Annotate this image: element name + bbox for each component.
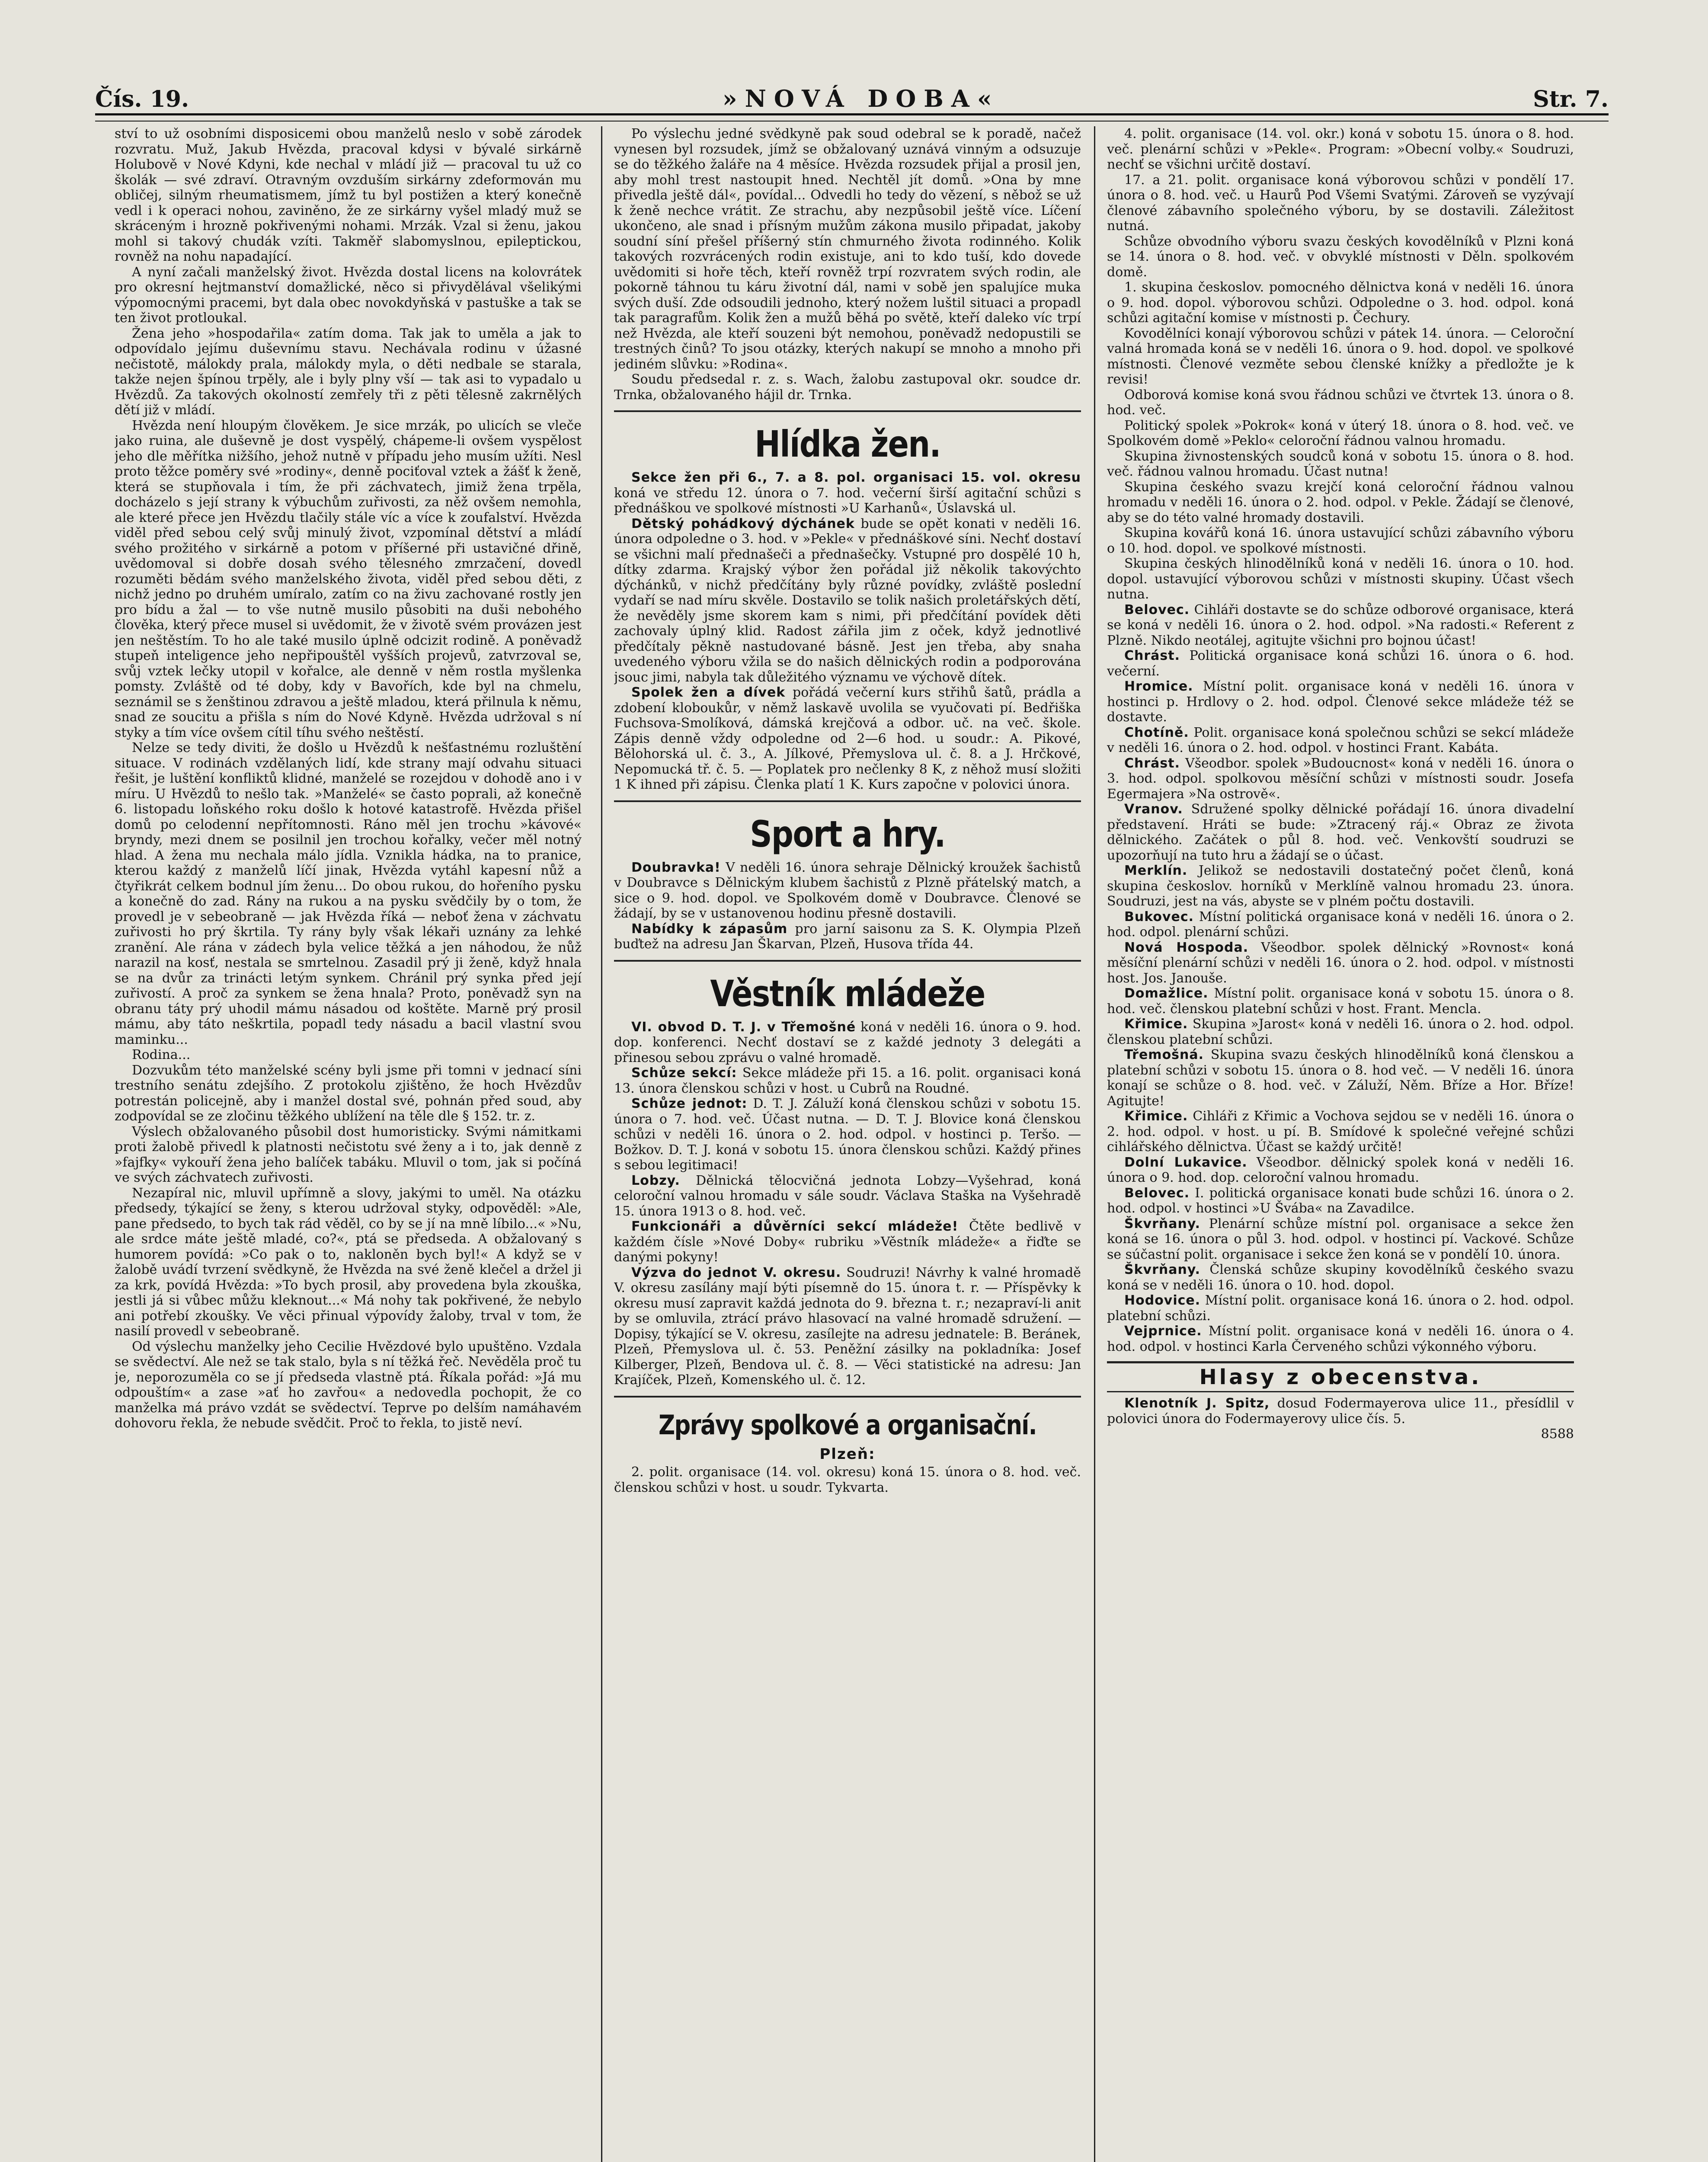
notice-lead: Sekce žen při 6., 7. a 8. pol. organisaci 15. vol. okresu	[631, 470, 1081, 485]
column-divider	[1094, 126, 1095, 2162]
paragraph: Žena jeho »hospodařila« zatím doma. Tak jak to uměla a jak to odpovídalo jejímu duševnímu stavu. Nechávala rodinu v úžasné nečistotě, málokdy prala, málokdy myla, o děti nedbale se starala, takže nejen špínou trpěly, ale i byly plny vší — tak asi to vypadalo u Hvězdů. Za takových okolností zemřely tři z pěti tělesně zakrnělých dětí již v mládí.	[115, 326, 582, 418]
notice-text: Všeodbor. dělnický spolek koná v neděli 16. února o 9. hod. dop. celoroční valnou hromadu.	[1107, 1155, 1574, 1185]
notice-text: Místní polit. organisace koná 16. února o 2. hod. odpol. platební schůzi.	[1107, 1293, 1574, 1324]
advert-code: 8588	[1541, 1426, 1574, 1442]
paragraph: 2. polit. organisace (14. vol. okresu) koná 15. února o 8. hod. več. členskou schůzi v host. u soudr. Tykvarta.	[614, 1465, 1081, 1495]
notice-item	[1107, 326, 1574, 387]
section-rule	[614, 1396, 1081, 1398]
notice-lead: Vranov.	[1124, 802, 1183, 817]
notice-text: Skupina českých hlinodělníků koná v neděli 16. února o 10. hod. dopol. ustavující výborovou schůzi v místnosti skupiny. Účast všech nutna.	[1107, 556, 1574, 602]
column-2	[614, 126, 1081, 2162]
notice-item	[1107, 986, 1574, 1017]
notice-lead: Nabídky k zápasům	[631, 921, 788, 937]
notice-text: Cihláři dostavte se do schůze odborové organisace, která se koná v neděli 16. února o 2. hod. odpol. »Na radosti.« Referent z Plzně. Nikdo neotálej, agitujte všichni pro bojnou účast!	[1107, 602, 1574, 648]
notice-text: koná v neděli 16. února o 9. hod. dop. konferenci. Nechť dostaví se z každé jednoty 3 delegáti a přinesou sebou zprávu o valné hromadě.	[614, 1019, 1081, 1065]
header-rule	[95, 113, 1609, 122]
notice-lead: Bukovec.	[1124, 909, 1194, 924]
section-rule	[614, 800, 1081, 802]
notice-text: Skupina českého svazu krejčí koná celoroční řádnou valnou hromadu v neděli 16. února o 2. hod. odpol. v Pekle. Žádají se členové, aby se do této valné hromady dostavili.	[1107, 479, 1574, 525]
notice-item	[614, 1096, 1081, 1173]
notice-item	[1107, 648, 1574, 679]
column-3	[1107, 126, 1574, 2162]
notice-item	[1107, 1186, 1574, 1216]
notice-text: bude se opět konati v neděli 16. února odpoledne o 3. hod. v »Pekle« v přednáškové síni. Nechť dostaví se všichni malí přednašeči a přednašečky. Vstupné pro dospělé 10 h, dítky zdarma. Krajský výbor žen pořádal již několik takovýchto dýchánků, v nichž předčítány byly různé povídky, zvláště poslední vydaří se nad míru skvěle. Dostavilo se tolik našich proletářských dětí, že nevěděly jsme skorem kam s nimi, při předčítání povídek děti zachovaly úplný klid. Radost zářila jim z oček, když jednotlivé předčítaly pěkně nastudované básně. Jest jen třeba, aby snaha uvedeného výboru vžila se do našich dělnických rodin a podporována jsouc jimi, nabyla tak důležitého významu ve výchově dítek.	[614, 516, 1081, 685]
notice-text: pořádá večerní kurs střihů šatů, prádla a zdobení kloboukůr, v němž laskavě uvolila se vyučovati pí. Bedřiška Fuchsova-Smolíková, dámská krejčová a odbor. uč. na več. škole. Zápis denně vždy odpoledne od 2—6 hod. u soudr.: A. Pikové, Bělohorská ul. č. 3., A. Jílkové, Přemyslova ul. č. 8. a J. Hrčkové, Nepomucká tř. č. 5. — Poplatek pro nečlenky 8 K, z něhož musí složiti 1 K ihned při zápisu. Členka platí 1 K. Kurs započne v polovici února.	[614, 685, 1081, 792]
notice-text: Všeodbor. spolek »Budoucnost« koná v neděli 16. února o 3. hod. odpol. spolkovou měsíční schůzi v místnosti soudr. Josefa Egermajera »Na ostrově«.	[1107, 755, 1574, 802]
notice-lead: VI. obvod D. T. J. v Třemošné	[631, 1019, 856, 1035]
notice-lead: Křimice.	[1124, 1109, 1188, 1124]
notice-item	[614, 470, 1081, 516]
paragraph: Hvězda není hloupým člověkem. Je sice mrzák, po ulicích se vleče jako ruina, ale duševně je dost vyspělý, chápeme-li ovšem vyspělost jeho dle měřítka nižšího, jehož nutně v případu jeho musím užíti. Nesl proto těžce poměry své »rodiny«, denně pociťoval vztek a žášť k ženě, která se stupňovala i tím, že při záchvatech, jimiž žena trpěla, docházelo s její strany k výbuchům zuřivosti, za něž ovšem nemohla, ale které přece jen Hvězdu tlačily stále víc a více k zoufalství. Hvězda viděl před sebou celý svůj minulý život, vzpomínal dětství a mládí svého prožitého v sirkárně a potom v příšerné při ustavičné dřině, uvědomoval si dobře dosah svého tělesného zmrzačení, dovedl rozuměti bědám svého manželského života, viděl před sebou děti, z nichž jedno po druhém umíralo, zatím co na živu zachované rostly jen pro bídu a žal — to vše nutně musilo působiti na duši nebohého člověka, který přece musel si uvědomit, že v životě svém provázen jest jen neštěstím. To ho ale také musilo úplně odcizit rodině. A poněvadž stupeň inteligence jeho nepřipouštěl vyšších projevů, zatvrzoval se, svůj vztek lečky utopil v kořalce, ale denně v něm rostla myšlenka pomsty. Zvláště od té doby, kdy v Bavořích, kde byl na chmelu, seznámil se s ženštinou zdravou a ještě mladou, která přilnula k němu, snad ze soucitu a přišla s ním do Nové Kdyně. Hvězda udržoval s ní styky a tím více ovšem cítil tíhu svého neštěstí.	[115, 418, 582, 740]
notice-lead: Chotíně.	[1124, 725, 1189, 740]
notice-lead: Hromice.	[1124, 679, 1193, 694]
notice-lead: Dětský pohádkový dýchánek	[631, 516, 855, 531]
notice-text: Sdružené spolky dělnické pořádají 16. února divadelní představení. Hráti se bude: »Ztracený ráj.« Obraz ze života dělnického. Začátek o půl 8. hod. več. Venkovští soudruzi se upozorňují na tuto hru a žádají se o účast.	[1107, 802, 1574, 863]
notice-item	[614, 921, 1081, 952]
vestnik-list	[614, 1020, 1081, 1388]
notice-lead: Merklín.	[1124, 863, 1188, 878]
notice-item	[1107, 909, 1574, 940]
notice-text: V neděli 16. února sehraje Dělnický kroužek šachistů v Doubravce s Dělnickým klubem šachistů z Plzně přátelský match, a sice o 9. hod. dopol. ve Spolkovém domě v Doubravce. Členové se žádají, by se v ustanovenou hodinu přesně dostavili.	[614, 860, 1081, 921]
notice-text: Dělnická tělocvičná jednota Lobzy—Vyšehrad, koná celoroční valnou hromadu v sále soudr. Václava Staška na Vyšehradě 15. února 1913 o 8. hod. več.	[614, 1173, 1081, 1219]
hlidka-zen-list	[614, 470, 1081, 793]
notice-item	[1107, 556, 1574, 602]
notice-item	[1107, 387, 1574, 418]
issue-number: Čís. 19.	[95, 86, 189, 112]
notice-text: Odborová komise koná svou řádnou schůzi ve čtvrtek 13. února o 8. hod. več.	[1107, 387, 1574, 418]
notice-item	[1107, 234, 1574, 280]
notice-text: Politická organisace koná schůzi 16. února o 6. hod. večerní.	[1107, 648, 1574, 679]
section-title-zpravy: Zprávy spolkové a organisační.	[659, 1409, 1036, 1441]
notice-item	[614, 685, 1081, 793]
notice-item	[614, 1020, 1081, 1066]
notice-text: Sekce mládeže při 15. a 16. polit. organisaci koná 13. února členskou schůzi v host. u Cubrů na Roudné.	[614, 1065, 1081, 1096]
notice-text: Cihláři z Křimic a Vochova sejdou se v neděli 16. února o 2. hod. odpol. v host. u pí. B. Smídové k společné veřejné schůzi cihlářského dělnictva. Účast se každý určitě!	[1107, 1109, 1574, 1155]
paragraph: Po výslechu jedné svědkyně pak soud odebral se k poradě, načež vynesen byl rozsudek, jímž se obžalovaný uznává vinným a odsuzuje se do těžkého žaláře na 4 měsíce. Hvězda rozsudek přijal a prosil jen, aby mohl trest nastoupit hned. Nechtěl jít domů. »Ona by mne přivedla ještě dál«, povídal... Odvedli ho tedy do vězení, s něbož se už k ženě nechce vrátit. Ze strachu, aby nezpůsobil ještě více. Líčení ukončeno, ale snad i přísným mužům zákona musilo připadat, jakoby soudní síní přešel příšerný stín chmurného života rodinného. Kolik takových rozvrácených rodin existuje, ani to kdo tuší, kdo dovede uvědomiti si hoře těch, kteří rovněž trpí rozvratem svých rodin, ale pokorně táhnou tu káru životní dál, nami v sobě jen spalujíce muka svých duší. Zde odsoudili jednoho, který nožem luštil situaci a propadl tak paragrafům. Kolik žen a mužů běhá po světě, kteří daleko víc trpí než Hvězda, ale kteří souzeni být nemohou, poněvadž nedopustili se trestných činů? To jsou otázky, kterých nakupí se mnoho a mnoho při jediném slůvku: »Rodina«.	[614, 126, 1081, 372]
notice-text: Místní polit. organisace koná v neděli 16. února v hostinci p. Hrdlovy o 2. hod. odpol. Členové sekce mládeže též se dostavte.	[1107, 679, 1574, 725]
notice-item	[1107, 1324, 1574, 1354]
notice-lead: Výzva do jednot V. okresu.	[631, 1265, 841, 1280]
paragraph: ství to už osobními disposicemi obou manželů neslo v sobě zárodek rozvratu. Muž, Jakub Hvězda, pracoval kdysi v bývalé sirkárně Holubově v Nové Kdyni, kde nechal v mládí již — pracoval tu už co školák — své zdraví. Otravným ovzduším sirkárny zdeformován mu obličej, silným rheumatismem, jímž tu byl postižen a který konečně vedl i k operaci nohou, zaviněno, že ze sirkárny vyšel mladý muž se skráceným i hrozně pokřivenými nohami. Mrzák. Vzal si ženu, jakou mohl si takový chudák vzíti. Takměř slabomyslnou, epileptickou, rovněž na nohu napadající.	[115, 126, 582, 264]
notice-text: Všeodbor. spolek dělnický »Rovnost« koná měsíční plenární schůzi v neděli 16. února o 2. hod. odpol. v místnosti host. Jos. Janouše.	[1107, 940, 1574, 986]
notice-text: 4. polit. organisace (14. vol. okr.) koná v sobotu 15. února o 8. hod. več. plenární schůzi v »Pekle«. Program: »Obecní volby.« Soudruzi, nechť se všichni určitě dostaví.	[1107, 126, 1574, 172]
section-title-sport: Sport a hry.	[750, 812, 945, 855]
notice-lead: Belovec.	[1124, 602, 1190, 617]
notice-lead: Vejprnice.	[1124, 1324, 1202, 1339]
notice-text: Skupina živnostenských soudců koná v sobotu 15. února o 8. hod. več. řádnou valnou hromadu. Účast nutna!	[1107, 448, 1574, 479]
notice-lead: Chrást.	[1124, 755, 1180, 771]
notice-text: Politický spolek »Pokrok« koná v úterý 18. února o 8. hod. več. ve Spolkovém domě »Peklo« celoroční řádnou valnou hromadu.	[1107, 418, 1574, 448]
notice-text: koná ve středu 12. února o 7. hod. večerní širší agitační schůzi s přednáškou ve spolkové místnosti »U Karhanů«, Úslavská ul.	[614, 485, 1081, 516]
notice-lead: Hodovice.	[1124, 1293, 1201, 1308]
notice-text: Skupina svazu českých hlinodělníků koná členskou a platební schůzi v sobotu 15. února o 8. hod več. — V neděli 16. února konají se schůze o 8. hod. več. v Záluží, Něm. Bříze a Hor. Bříze! Agitujte!	[1107, 1047, 1574, 1109]
notice-item	[1107, 756, 1574, 802]
notice-text: Schůze obvodního výboru svazu českých kovodělníků v Plzni koná se 14. února o 8. hod. več. v obvyklé místnosti v Děln. spolkovém domě.	[1107, 233, 1574, 280]
paragraph: Dozvukům této manželské scény byli jsme při tomni v jednací síni trestního senátu zdejšího. Z protokolu zjištěno, že hoch Hvězdův potrestán policejně, aby i manžel dostal své, pohnán před soud, aby zodpovídal se ze zločinu těžkého ublížení na těle dle § 152. tr. z.	[115, 1062, 582, 1124]
paragraph: Soudu předsedal r. z. s. Wach, žalobu zastupoval okr. soudce dr. Trnka, obžalovaného hájil dr. Trnka.	[614, 372, 1081, 403]
newspaper-title: »NOVÁ DOBA«	[722, 85, 1000, 112]
notice-lead: Doubravka!	[631, 860, 721, 875]
notice-text: I. politická organisace konati bude schůzi 16. února o 2. hod. odpol. v hostinci »U Švába« na Zavadilce.	[1107, 1185, 1574, 1216]
notice-lead: Třemošná.	[1124, 1047, 1204, 1062]
notice-item	[614, 1219, 1081, 1265]
notice-item	[614, 516, 1081, 685]
notice-item	[1107, 1017, 1574, 1047]
notice-lead: Belovec.	[1124, 1185, 1190, 1201]
column-1	[115, 126, 582, 2162]
paragraph: Výslech obžalovaného působil dost humoristicky. Svými námitkami proti žalobě přivedl k platnosti nečistotu své ženy a i to, jak denně z »fajfky« vykouří žena jeho balíček tabáku. Mluvil o tom, jak si počíná ve svých záchvatech zuřivosti.	[115, 1124, 582, 1185]
paragraph: Od výslechu manželky jeho Cecilie Hvězdové bylo upuštěno. Vzdala se svědectví. Ale než se tak stalo, byla s ní těžká řeč. Nevěděla proč tu je, neporozuměla co se jí předseda vlastně ptá. Říkala pořád: »Já mu odpouštím« a zase »ať ho zavřou« a nedovedla pochopit, že co manželka má právo vzdát se svědectví. Teprve po delším namáhavém dohovoru řekla, že nebude svědčit. Proč to řekla, to jistě neví.	[115, 1339, 582, 1431]
page-header	[95, 65, 1609, 112]
notice-text: Čtěte bedlivě v každém čísle »Nové Doby« rubriku »Věstník mládeže« a řiďte se danými pokyny!	[614, 1219, 1081, 1265]
subsection-plzen: Plzeň:	[819, 1445, 876, 1463]
section-rule	[614, 960, 1081, 962]
section-rule	[614, 410, 1081, 412]
paragraph: Nezapíral nic, mluvil upřímně a slovy, jakými to uměl. Na otázku předsedy, týkající se ženy, s kterou udržoval styky, odpověděl: »Ale, pane předsedo, to bych tak rád věděl, co by se jí na mně líbilo...« »Nu, ale srdce máte ještě mladé, co?«, ptá se předseda. A obžalovaný s humorem povídá: »Co pak o to, nakloněn bych byl!« A když se v žalobě uvádí tvrzení svědkyně, že Hvězda na své ženě klečel a držel ji za krk, povídá Hvězda: »To bych prosil, aby provedena byla zkouška, jestli já si vůbec můžu kleknout...« Má nohy tak pokřivené, že nebylo ani potřebí zkoušky. Ve věci přinual výpovídy žaloby, trval v tom, že nasilí provedl v sebeobraně.	[115, 1185, 582, 1339]
notice-text: Jelikož se nedostavili dostatečný počet členů, koná skupina českoslov. horníků v Merklíně valnou hromadu 23. února. Soudruzi, jest na vás, abyste se v plném počtu dostavili.	[1107, 863, 1574, 909]
notice-item	[614, 860, 1081, 921]
hlasy-list	[1107, 1396, 1574, 1426]
notice-lead: Schůze jednot:	[631, 1096, 748, 1111]
notice-text: Skupina »Jarost« koná v neděli 16. února o 2. hod. odpol. členskou platební schůzi.	[1107, 1017, 1574, 1047]
paragraph: Nelze se tedy diviti, že došlo u Hvězdů k nešťastnému rozluštění situace. V rodinách vzdělaných lidí, kde strany mají odvahu situaci řešit, je luštění konfliktů klidné, manželé se rozejdou v dohodě ano i v míru. U Hvězdů to nešlo tak. »Manželé« se často poprali, až konečně 6. listopadu loňského roku došlo k hotové katastrofě. Hvězda přišel domů po celodenní nepřítomnosti. Ráno měl jen trochu »kávové« bryndy, mezi dnem se posilnil jen trochou kořalky, večer měl notný hlad. A žena mu nechala málo jídla. Vznikla hádka, na to pranice, kterou každý z manželů líčí jinak, Hvězda vytáhl kapesní nůž a čtyřikrát celkem bodnul jím ženu... Do obou rukou, do hořeního pysku a konečně do zad. Rány na rukou a na pysku svědčily by o tom, že provedl je v sebeobraně — jak Hvězda říká — neboť žena v záchvatu zuřivosti ho prý škrtila. Ty rány byly však lékaři uznány za lehké zranění. Ale rána v zádech byla velice těžká a jen náhodou, že nůž narazil na kosť, nestala se smrtelnou. Zasadil prý ji ženě, když hnala se na dvůr za trinácti letým synkem. Chránil prý synka před její zuřivostí. A proč za synkem se žena hnala? Proto, poněvadž syn na obranu táty prý uhodil mámu násadou od koštěte. Marně prý prosil mámu, aby táto neškrtila, popadl tedy násadu a bacil vlastní svou maminku...	[115, 740, 582, 1047]
notice-text: pro jarní saisonu za S. K. Olympia Plzeň buďtež na adresu Jan Škarvan, Plzeň, Husova třída 44.	[614, 921, 1081, 952]
notice-text: Skupina kovářů koná 16. února ustavující schůzi zábavního výboru o 10. hod. dopol. ve spolkové místnosti.	[1107, 525, 1574, 556]
notice-item	[1107, 525, 1574, 556]
notice-text: D. T. J. Záluží koná členskou schůzi v sobotu 15. února o 7. hod. več. Účast nutna. — D. T. J. Blovice koná členskou schůzi v neděli 16. února o 2. hod. odpol. v hostinci p. Teršo. — Božkov. D. T. J. koná v sobotu 15. února členskou schůzi. Každý přines s sebou legitimaci!	[614, 1096, 1081, 1173]
notice-item	[1107, 173, 1574, 234]
paragraph: Rodina...	[132, 1047, 191, 1062]
notice-lead: Lobzy.	[631, 1173, 680, 1188]
notice-item	[1107, 126, 1574, 173]
notice-text: Plenární schůze místní pol. organisace a sekce žen koná se 16. února o půl 3. hod. odpol. v hostinci pí. Vackové. Schůze se súčastní polit. organisace i sekce žen koná se v pondělí 10. února.	[1107, 1216, 1574, 1262]
notice-text: Polit. organisace koná společnou schůzi se sekcí mládeže v neděli 16. února o 2. hod. odpol. v hostinci Frant. Kabáta.	[1107, 725, 1574, 755]
notice-lead: Nová Hospoda.	[1124, 940, 1249, 955]
notice-item	[614, 1265, 1081, 1388]
organisation-notices	[1107, 126, 1574, 1354]
notice-text: Místní polit. organisace koná v neděli 16. února o 4. hod. odpol. v hostinci Karla Červeného schůzi výkonného výboru.	[1107, 1324, 1574, 1354]
notice-lead: Schůze sekcí:	[631, 1065, 737, 1081]
notice-item	[1107, 1109, 1574, 1155]
notice-text: dosud Fodermayerova ulice 11., přesídlil v polovici února do Fodermayerovy ulice čís. 5.	[1107, 1396, 1574, 1426]
notice-lead: Škvrňany.	[1124, 1216, 1201, 1231]
notice-item	[1107, 1047, 1574, 1109]
notice-item	[1107, 449, 1574, 480]
notice-item	[1107, 602, 1574, 649]
notice-lead: Škvrňany.	[1124, 1262, 1201, 1277]
notice-item	[1107, 1216, 1574, 1263]
page-number: Str. 7.	[1533, 86, 1609, 112]
notice-text: Místní politická organisace koná v neděli 16. února o 2. hod. odpol. plenární schůzi.	[1107, 909, 1574, 940]
notice-lead: Dolní Lukavice.	[1124, 1155, 1247, 1170]
notice-item	[1107, 802, 1574, 863]
notice-lead: Spolek žen a dívek	[631, 685, 786, 700]
notice-item	[1107, 863, 1574, 909]
notice-text: Soudruzi! Návrhy k valné hromadě V. okresu zasílány mají býti písemně do 15. února t. r. — Příspěvky k okresu musí zapravit každá jednota do 9. března t. r.; nezapraví-li anit by se omluvila, ztrácí právo hlasovací na valné hromadě sdružení. — Dopisy, týkající se V. okresu, zasílejte na adresu jednatele: B. Beránek, Plzeň, Přemyslova ul. č. 53. Peněžní zásilky na pokladníka: Josef Kilberger, Plzeň, Bendova ul. č. 8. — Věci statistické na adresu: Jan Krajíček, Plzeň, Komenského ul. č. 12.	[614, 1265, 1081, 1388]
notice-item	[614, 1065, 1081, 1096]
notice-lead: Chrást.	[1124, 648, 1180, 663]
notice-item	[1107, 940, 1574, 986]
notice-lead: Funkcionáři a důvěrníci sekcí mládeže!	[631, 1219, 959, 1234]
notice-item	[1107, 480, 1574, 526]
notice-text: Kovodělníci konají výborovou schůzi v pátek 14. února. — Celoroční valná hromada koná se v neděli 16. února o 9. hod. dopol. ve spolkové místnosti. Členové vezměte sebou členské knížky a předložte je k revisi!	[1107, 326, 1574, 387]
notice-text: Místní polit. organisace koná v sobotu 15. února o 8. hod. več. členskou platební schůzi v host. Frant. Mencla.	[1107, 986, 1574, 1017]
notice-item	[1107, 1396, 1574, 1426]
notice-item	[1107, 1293, 1574, 1324]
notice-text: Členská schůze skupiny kovodělníků českého svazu koná se v neděli 16. února o 10. hod. dopol.	[1107, 1262, 1574, 1293]
paragraph: A nyní začali manželský život. Hvězda dostal licens na kolovrátek pro okresní hejtmanství domažlické, něco si přivydělával všelikými výpomocnými pracemi, byt dala obec novokdyňská v pastuške a tak se ten život protloukal.	[115, 264, 582, 326]
notice-item	[1107, 280, 1574, 326]
notice-lead: Domažlice.	[1124, 986, 1209, 1001]
notice-lead: Klenotník J. Spitz,	[1124, 1396, 1270, 1411]
sport-list	[614, 860, 1081, 952]
notice-item	[1107, 1155, 1574, 1186]
notice-text: 17. a 21. polit. organisace koná výborovou schůzi v pondělí 17. února o 8. hod. več. u Haurů Pod Všemi Svatými. Zároveň se vyzývají členové zábavního společného výboru, by se dostavili. Záležitost nutná.	[1107, 172, 1574, 233]
notice-item	[1107, 679, 1574, 725]
column-divider	[601, 126, 602, 2162]
notice-text: 1. skupina českoslov. pomocného dělnictva koná v neděli 16. února o 9. hod. dopol. výborovou schůzi. Odpoledne o 3. hod. odpol. koná schůzi agitační komise v místnosti p. Čechury.	[1107, 280, 1574, 326]
notice-lead: Křimice.	[1124, 1017, 1188, 1032]
notice-item	[1107, 1262, 1574, 1293]
section-title-vestnik-mladeze: Věstník mládeže	[710, 972, 985, 1015]
notice-item	[1107, 418, 1574, 449]
notice-item	[614, 1173, 1081, 1219]
notice-item	[1107, 725, 1574, 756]
section-title-hlidka-zen: Hlídka žen.	[755, 423, 940, 465]
section-title-hlasy: Hlasy z obecenstva.	[1107, 1361, 1574, 1392]
